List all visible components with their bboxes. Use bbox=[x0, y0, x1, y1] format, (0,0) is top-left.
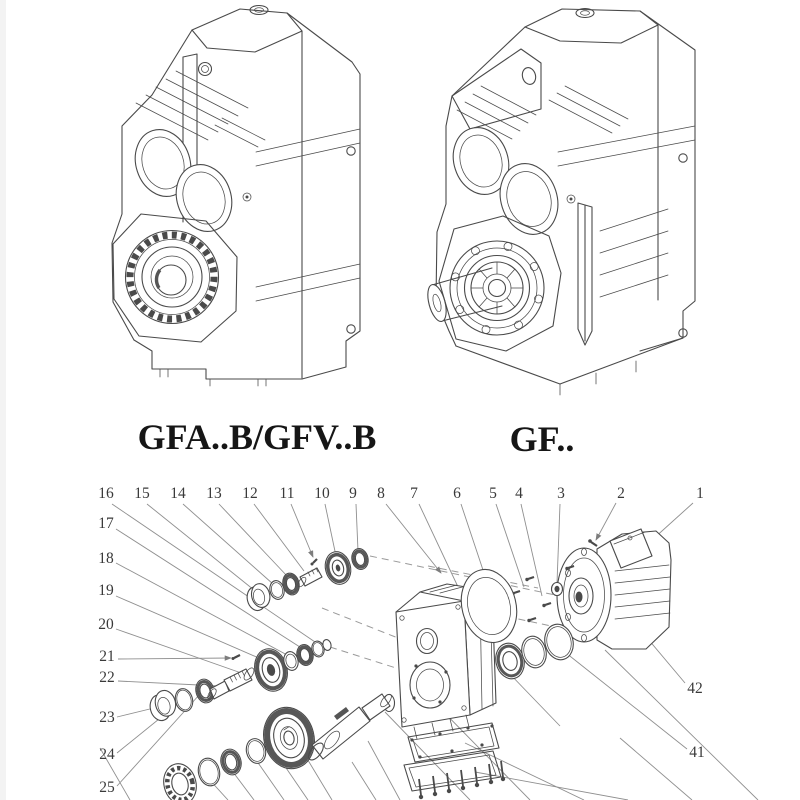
stray-leader-13 bbox=[620, 738, 692, 800]
leader-line-8 bbox=[386, 504, 441, 573]
leader-line-7 bbox=[419, 504, 459, 589]
stray-leader-14 bbox=[508, 672, 560, 726]
part-number-18: 18 bbox=[98, 550, 114, 567]
leader-line-13 bbox=[219, 504, 288, 577]
leader-line-12 bbox=[254, 504, 304, 571]
part-number-12: 12 bbox=[242, 485, 258, 502]
leader-line-9 bbox=[356, 504, 358, 551]
page-edge-shade bbox=[0, 0, 6, 800]
leader-line-4 bbox=[521, 504, 542, 596]
motor bbox=[557, 529, 671, 649]
part-number-10: 10 bbox=[314, 485, 330, 502]
oil-seal-plug bbox=[552, 583, 563, 596]
cover-bolts bbox=[419, 761, 505, 799]
leader-line-2 bbox=[596, 503, 616, 540]
leader-line-11 bbox=[291, 504, 313, 557]
part-number-24: 24 bbox=[99, 746, 115, 763]
housing-gasket bbox=[408, 723, 499, 762]
output-shaft bbox=[306, 692, 393, 762]
part-number-9: 9 bbox=[349, 485, 357, 502]
set-screw-21 bbox=[232, 655, 241, 660]
part-number-1: 1 bbox=[696, 485, 704, 502]
output-shaft-assembly bbox=[160, 692, 394, 800]
model-label-left: GFA..B/GFV..B bbox=[137, 417, 377, 457]
part-number-14: 14 bbox=[170, 485, 186, 502]
part-number-23: 23 bbox=[99, 709, 115, 726]
part-number-17: 17 bbox=[98, 515, 114, 532]
part-number-4: 4 bbox=[515, 485, 523, 502]
intermediate-shaft-assembly bbox=[147, 639, 332, 723]
stray-leader-6 bbox=[352, 762, 376, 800]
part-number-15: 15 bbox=[134, 485, 150, 502]
leader-line-15 bbox=[147, 504, 254, 590]
stray-leader-7 bbox=[368, 741, 400, 800]
part-number-25: 25 bbox=[99, 779, 115, 796]
leader-line-21 bbox=[118, 658, 231, 659]
part-number-2: 2 bbox=[617, 485, 625, 502]
dashed-axis-4 bbox=[322, 608, 398, 638]
part-number-16: 16 bbox=[98, 485, 114, 502]
part-number-3: 3 bbox=[557, 485, 565, 502]
part-number-5: 5 bbox=[489, 485, 497, 502]
part-number-13: 13 bbox=[206, 485, 222, 502]
exploded-parts-art bbox=[147, 529, 671, 800]
gearbox-gf-drawing bbox=[424, 9, 695, 396]
part-number-42: 42 bbox=[687, 680, 703, 697]
leader-line-10 bbox=[325, 504, 336, 556]
gearbox-gfab-drawing bbox=[112, 6, 360, 387]
part-number-22: 22 bbox=[99, 669, 115, 686]
leader-line-19 bbox=[116, 596, 268, 662]
part-number-20: 20 bbox=[98, 616, 114, 633]
leader-line-3 bbox=[557, 504, 560, 583]
stray-leader-12 bbox=[475, 772, 628, 800]
part-number-7: 7 bbox=[410, 485, 418, 502]
dashed-axis-5 bbox=[330, 647, 396, 668]
part-number-41: 41 bbox=[689, 744, 705, 761]
part-number-6: 6 bbox=[453, 485, 461, 502]
part-number-11: 11 bbox=[279, 485, 295, 502]
part-number-8: 8 bbox=[377, 485, 385, 502]
part-number-21: 21 bbox=[99, 648, 115, 665]
stray-leader-11 bbox=[465, 743, 584, 800]
input-shaft-assembly bbox=[244, 547, 370, 613]
leader-line-20 bbox=[116, 629, 247, 675]
stray-leader-15 bbox=[605, 650, 758, 800]
part-number-19: 19 bbox=[98, 582, 114, 599]
set-screw-11 bbox=[311, 559, 318, 566]
output-gear bbox=[257, 702, 321, 774]
leader-line-18 bbox=[116, 563, 289, 656]
leader-line-41 bbox=[561, 649, 687, 749]
model-label-right: GF.. bbox=[509, 419, 575, 459]
